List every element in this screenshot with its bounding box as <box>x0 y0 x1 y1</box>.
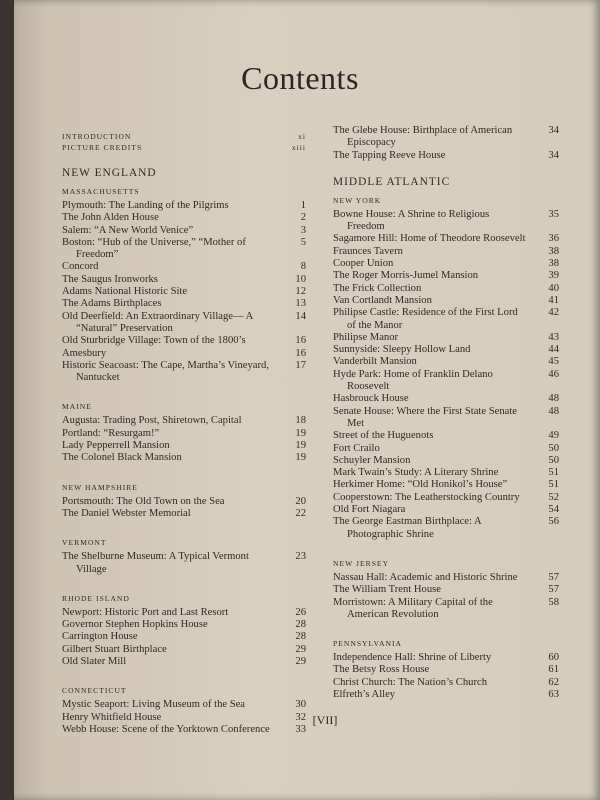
new-jersey-entries <box>333 572 559 621</box>
toc-entry-title: The William Trent House <box>333 584 441 596</box>
toc-entry-page: 34 <box>548 149 559 161</box>
massachusetts-entries <box>62 200 306 384</box>
toc-entry-title: The Roger Morris-Jumel Mansion <box>333 270 479 282</box>
toc-entry-title: The Betsy Ross House <box>333 664 430 676</box>
toc-entry <box>333 270 559 282</box>
toc-entry <box>333 283 559 295</box>
new-york-entries <box>333 209 559 541</box>
toc-entry-page: 39 <box>548 270 559 282</box>
toc-entry-page: 58 <box>548 596 559 608</box>
toc-entry <box>62 311 306 336</box>
vermont-entries <box>62 551 306 576</box>
toc-entry-page: 5 <box>300 236 306 248</box>
toc-entry-page: 22 <box>295 507 306 519</box>
state-heading-new-hampshire: NEW HAMPSHIRE <box>62 482 138 492</box>
toc-entry-page: 16 <box>295 335 306 347</box>
toc-entry <box>62 452 306 464</box>
toc-entry <box>333 295 559 307</box>
toc-entry-title: Governor Stephen Hopkins House <box>62 619 208 631</box>
toc-entry-page: 10 <box>295 273 306 285</box>
toc-entry-page: 43 <box>548 331 559 343</box>
toc-entry <box>333 504 559 516</box>
toc-entry-title: The Adams Birthplaces <box>62 298 162 310</box>
toc-entry-title: Historic Seacoast: The Cape, Martha’s Vineyard, Nantucket <box>62 359 269 384</box>
toc-entry-page: 29 <box>295 643 306 655</box>
toc-entry <box>333 689 559 701</box>
toc-entry <box>62 237 306 262</box>
toc-entry-title: Henry Whitfield House <box>62 711 162 723</box>
toc-entry-title: Mark Twain’s Study: A Literary Shrine <box>333 467 499 479</box>
toc-entry-title: The Shelburne Museum: A Typical Vermont Village <box>62 551 249 575</box>
toc-entry-title: The John Alden House <box>62 212 159 224</box>
state-heading-connecticut: CONNECTICUT <box>62 686 127 696</box>
toc-entry-title: Portsmouth: The Old Town on the Sea <box>62 495 225 507</box>
toc-entry <box>333 209 559 234</box>
state-heading-pennsylvania: PENNSYLVANIA <box>333 639 402 649</box>
front-matter-item <box>62 131 306 142</box>
toc-entry <box>333 516 559 541</box>
toc-entry <box>62 607 306 619</box>
toc-entry-page: 29 <box>295 656 306 668</box>
toc-entry-page: 54 <box>548 504 559 516</box>
toc-entry <box>62 619 306 631</box>
toc-entry-title: Van Cortlandt Mansion <box>333 294 432 306</box>
toc-entry <box>333 664 559 676</box>
toc-entry <box>333 430 559 442</box>
toc-entry <box>62 298 306 310</box>
toc-entry-page: 3 <box>300 224 306 236</box>
toc-entry <box>333 492 559 504</box>
toc-entry <box>333 150 559 162</box>
toc-entry-title: Boston: “Hub of the Universe,” “Mother of Freedom” <box>62 236 246 261</box>
toc-entry <box>62 644 306 656</box>
toc-entry <box>333 572 559 584</box>
toc-entry-page: 48 <box>548 393 559 405</box>
toc-entry-page: 23 <box>295 551 306 563</box>
toc-entry <box>333 125 559 150</box>
toc-entry <box>333 584 559 596</box>
connecticut-continued-entries <box>333 125 559 162</box>
toc-entry <box>62 551 306 576</box>
toc-entry-title: Webb House: Scene of the Yorktown Conference <box>62 723 270 735</box>
toc-entry <box>62 335 306 347</box>
toc-entry-title: Augusta: Trading Post, Shiretown, Capital <box>62 415 242 427</box>
toc-entry-title: Salem: “A New World Venice” <box>62 224 194 236</box>
toc-entry-title: The Saugus Ironworks <box>62 273 158 285</box>
toc-entry-page: 62 <box>548 676 559 688</box>
left-column <box>62 131 306 736</box>
toc-entry-page: 57 <box>548 571 559 583</box>
toc-entry-title: Elfreth’s Alley <box>333 688 396 700</box>
toc-entry <box>333 677 559 689</box>
toc-entry <box>333 652 559 664</box>
page-title: Contents <box>241 60 359 96</box>
toc-entry-page: 63 <box>548 688 559 700</box>
front-matter-page: xiii <box>291 143 306 152</box>
toc-entry-title: Philipse Castle: Residence of the First Lord of the Manor <box>333 307 518 331</box>
toc-entry <box>333 246 559 258</box>
toc-entry-page: 28 <box>295 631 306 643</box>
toc-entry <box>333 369 559 394</box>
toc-entry-title: Street of the Huguenots <box>333 430 434 442</box>
toc-entry-title: Amesbury <box>62 347 107 359</box>
toc-entry-title: The Glebe House: Birthplace of American Episcopacy <box>333 125 513 149</box>
toc-entry-page: 28 <box>295 619 306 631</box>
toc-entry-page: 41 <box>548 294 559 306</box>
toc-entry <box>62 699 306 711</box>
toc-entry-page: 2 <box>300 212 306 224</box>
toc-entry-page: 35 <box>548 208 559 220</box>
toc-entry-page: 45 <box>548 356 559 368</box>
toc-entry <box>62 225 306 237</box>
toc-entry <box>62 348 306 360</box>
toc-entry-page: 30 <box>295 699 306 711</box>
toc-entry-title: Fort Crailo <box>333 442 380 454</box>
toc-entry <box>333 233 559 245</box>
toc-entry-title: Senate House: Where the First State Senate Met <box>333 405 517 429</box>
toc-entry <box>62 274 306 286</box>
toc-entry-title: Concord <box>62 261 99 273</box>
toc-entry-title: Old Slater Mill <box>62 656 127 668</box>
toc-entry-page: 51 <box>548 467 559 479</box>
toc-entry-page: 33 <box>295 723 306 735</box>
toc-entry-title: Plymouth: The Landing of the Pilgrims <box>62 200 229 211</box>
toc-entry-page: 42 <box>548 307 559 319</box>
toc-entry-page: 19 <box>295 452 306 464</box>
toc-entry <box>333 443 559 455</box>
toc-entry-page: 12 <box>295 286 306 298</box>
toc-entry <box>333 258 559 270</box>
toc-entry <box>333 393 559 405</box>
toc-entry-title: The George Eastman Birthplace: A Photographic Shrine <box>333 516 482 540</box>
toc-entry <box>333 332 559 344</box>
toc-entry-title: Herkimer Home: “Old Honikol’s House” <box>333 479 508 491</box>
toc-entry-title: Hyde Park: Home of Franklin Delano Roosevelt <box>333 368 493 393</box>
toc-entry-page: 32 <box>295 711 306 723</box>
state-heading-massachusetts: MASSACHUSETTS <box>62 187 140 196</box>
toc-entry-title: Cooper Union <box>333 258 394 270</box>
toc-entry-title: Old Fort Niagara <box>333 504 406 516</box>
toc-entry-page: 50 <box>548 454 559 466</box>
new-hampshire-entries <box>62 496 306 521</box>
toc-entry-page: 19 <box>295 427 306 439</box>
toc-entry <box>333 455 559 467</box>
toc-entry-title: Adams National Historic Site <box>62 286 188 298</box>
toc-entry-page: 49 <box>548 430 559 442</box>
toc-entry-title: Hasbrouck House <box>333 393 409 405</box>
toc-entry <box>62 508 306 520</box>
toc-entry-page: 18 <box>295 415 306 427</box>
toc-entry-page: 51 <box>548 479 559 491</box>
region-heading-middle-atlantic: MIDDLE ATLANTIC <box>333 175 451 188</box>
toc-entry <box>333 406 559 431</box>
toc-entry <box>62 360 306 385</box>
toc-entry <box>333 467 559 479</box>
front-matter-page: xi <box>298 132 306 141</box>
toc-entry <box>333 597 559 622</box>
toc-entry-page: 48 <box>548 405 559 417</box>
state-heading-new-jersey: NEW JERSEY <box>333 558 390 568</box>
front-matter-label: PICTURE CREDITS <box>62 143 143 152</box>
region-heading-new-england: NEW ENGLAND <box>62 167 157 179</box>
state-heading-rhode-island: RHODE ISLAND <box>62 593 130 603</box>
toc-entry-title: Independence Hall: Shrine of Liberty <box>333 652 492 664</box>
toc-entry-page: 13 <box>295 298 306 310</box>
toc-entry-page: 14 <box>295 310 306 322</box>
toc-entry-title: The Colonel Black Mansion <box>62 452 182 464</box>
toc-entry-title: Sagamore Hill: Home of Theodore Roosevelt <box>333 233 526 245</box>
toc-entry <box>62 440 306 452</box>
toc-entry-page: 56 <box>548 516 559 528</box>
toc-entry <box>62 631 306 643</box>
toc-entry <box>62 261 306 273</box>
toc-entry-title: Philipse Manor <box>333 331 399 343</box>
toc-entry <box>62 656 306 668</box>
front-matter-label: INTRODUCTION <box>62 132 132 141</box>
toc-entry-title: Cooperstown: The Leatherstocking Country <box>333 491 520 503</box>
front-matter <box>62 131 306 153</box>
toc-entry-title: Fraunces Tavern <box>333 245 403 257</box>
toc-entry-page: 60 <box>548 652 559 664</box>
toc-entry-title: Portland: “Resurgam!” <box>62 427 160 439</box>
toc-entry <box>62 496 306 508</box>
toc-entry-title: Sunnyside: Sleepy Hollow Land <box>333 344 471 356</box>
toc-entry-page: 34 <box>548 125 559 136</box>
front-matter-item <box>62 142 306 153</box>
toc-entry-page: 50 <box>548 442 559 454</box>
toc-entry <box>333 479 559 491</box>
toc-entry-title: Lady Pepperrell Mansion <box>62 440 170 452</box>
toc-entry-title: Christ Church: The Nation’s Church <box>333 676 487 688</box>
toc-entry-title: Old Sturbridge Village: Town of the 1800’s <box>62 335 246 347</box>
toc-entry-title: Vanderbilt Mansion <box>333 356 417 368</box>
toc-entry-title: Morristown: A Military Capital of the American Revolution <box>333 596 493 620</box>
toc-entry-page: 8 <box>300 261 306 273</box>
toc-entry-page: 26 <box>295 606 306 618</box>
toc-entry-page: 16 <box>295 347 306 359</box>
toc-entry-title: Nassau Hall: Academic and Historic Shrine <box>333 571 518 583</box>
toc-entry-page: 1 <box>300 200 306 211</box>
toc-entry-title: Newport: Historic Port and Last Resort <box>62 606 229 618</box>
toc-entry <box>62 415 306 427</box>
toc-entry-page: 40 <box>548 282 559 294</box>
pennsylvania-entries <box>333 652 559 701</box>
toc-entry-page: 36 <box>548 233 559 245</box>
right-column <box>333 125 559 701</box>
toc-entry <box>62 428 306 440</box>
toc-entry-title: Carrington House <box>62 631 138 643</box>
toc-entry-page: 44 <box>548 344 559 356</box>
toc-entry-page: 20 <box>295 495 306 507</box>
toc-entry-page: 19 <box>295 440 306 452</box>
toc-entry-page: 57 <box>548 584 559 596</box>
toc-entry <box>62 200 306 212</box>
toc-entry-title: Mystic Seaport: Living Museum of the Sea <box>62 699 246 711</box>
toc-entry-title: Old Deerfield: An Extraordinary Village— A “Natural” Preservation <box>62 310 253 334</box>
toc-entry-page: 52 <box>548 491 559 503</box>
toc-entry-title: Bowne House: A Shrine to Religious Freedom <box>333 208 490 233</box>
toc-entry-title: Gilbert Stuart Birthplace <box>62 643 167 655</box>
page-number: [VII] <box>312 713 338 727</box>
toc-entry-page: 38 <box>548 258 559 270</box>
toc-entry-title: The Tapping Reeve House <box>333 149 446 161</box>
toc-entry <box>62 212 306 224</box>
toc-entry <box>333 307 559 332</box>
maine-entries <box>62 415 306 464</box>
toc-entry <box>333 344 559 356</box>
toc-entry-page: 46 <box>548 368 559 380</box>
rhode-island-entries <box>62 607 306 668</box>
toc-entry-page: 61 <box>548 664 559 676</box>
toc-entry-page: 17 <box>295 359 306 371</box>
toc-entry-title: The Frick Collection <box>333 282 422 294</box>
state-heading-maine: MAINE <box>62 402 92 412</box>
toc-entry-page: 38 <box>548 245 559 257</box>
toc-entry <box>62 286 306 298</box>
toc-entry-title: The Daniel Webster Memorial <box>62 507 191 519</box>
state-heading-vermont: VERMONT <box>62 538 107 548</box>
state-heading-new-york: NEW YORK <box>333 195 382 205</box>
toc-entry-title: Schuyler Mansion <box>333 454 411 466</box>
toc-entry <box>333 356 559 368</box>
